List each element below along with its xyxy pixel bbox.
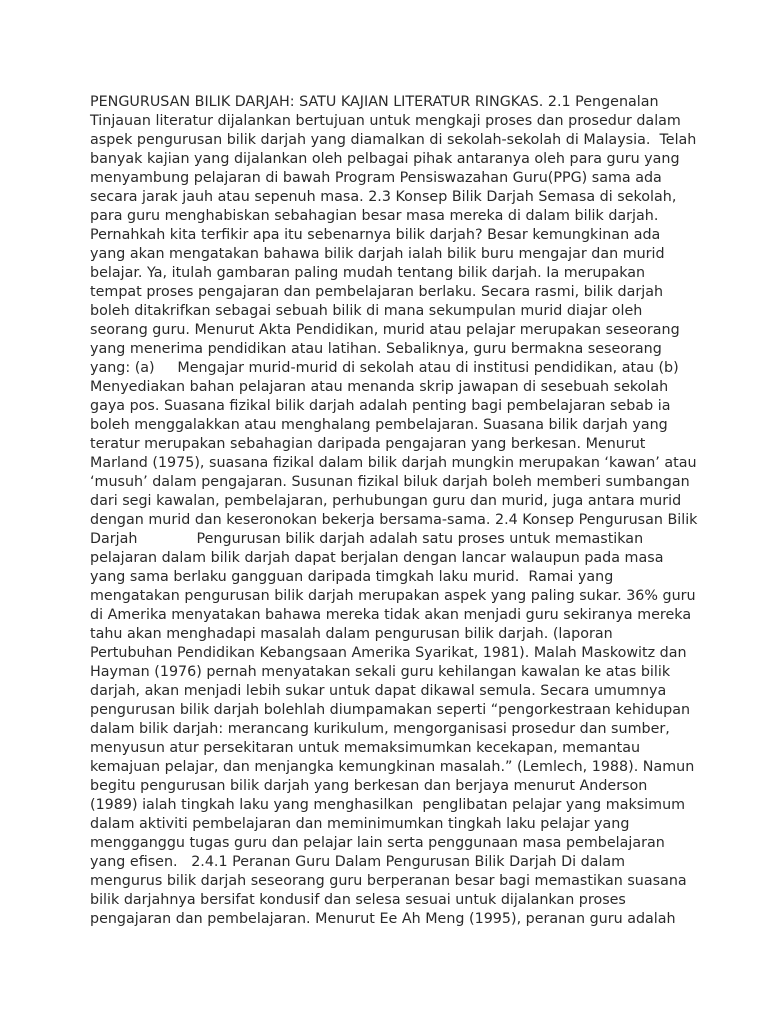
text-line: seorang guru. Menurut Akta Pendidikan, murid atau pelajar merupakan seseorang xyxy=(90,322,680,338)
text-line: yang: (a) Mengajar murid-murid di sekolah atau di institusi pendidikan, atau (b) xyxy=(90,360,679,376)
text-line: begitu pengurusan bilik darjah yang berkesan dan berjaya menurut Anderson xyxy=(90,778,648,794)
text-line: menyambung pelajaran di bawah Program Pensiswazahan Guru(PPG) sama ada xyxy=(90,170,662,186)
text-line: tahu akan menghadapi masalah dalam pengurusan bilik darjah. (laporan xyxy=(90,626,613,642)
text-line: bilik darjahnya bersifat kondusif dan selesa sesuai untuk dijalankan proses xyxy=(90,892,626,908)
text-line: yang sama berlaku gangguan daripada timgkah laku murid. Ramai yang xyxy=(90,569,614,585)
text-line: yang menerima pendidikan atau latihan. Sebaliknya, guru bermakna seseorang xyxy=(90,341,662,357)
text-line: yang efisen. 2.4.1 Peranan Guru Dalam Pengurusan Bilik Darjah Di dalam xyxy=(90,854,626,870)
text-line: boleh ditakrifkan sebagai sebuah bilik di mana sekumpulan murid diajar oleh xyxy=(90,303,643,319)
text-line: menyusun atur persekitaran untuk memaksimumkan kecekapan, memantau xyxy=(90,740,641,756)
text-line: pelajaran dalam bilik darjah dapat berjalan dengan lancar walaupun pada masa xyxy=(90,550,664,566)
text-line: Darjah Pengurusan bilik darjah adalah satu proses untuk memastikan xyxy=(90,531,644,547)
text-line: mengatakan pengurusan bilik darjah merupakan aspek yang paling sukar. 36% guru xyxy=(90,588,696,604)
text-line: dengan murid dan keseronokan bekerja bersama-sama. 2.4 Konsep Pengurusan Bilik xyxy=(90,512,698,528)
text-line: dalam aktiviti pembelajaran dan meminimumkan tingkah laku pelajar yang xyxy=(90,816,630,832)
text-line: mengurus bilik darjah seseorang guru berperanan besar bagi memastikan suasana xyxy=(90,873,687,889)
text-line: Pertubuhan Pendidikan Kebangsaan Amerika Syarikat, 1981). Malah Maskowitz dan xyxy=(90,645,687,661)
text-line: di Amerika menyatakan bahawa mereka tidak akan menjadi guru sekiranya mereka xyxy=(90,607,692,623)
text-line: ‘musuh’ dalam pengajaran. Susunan fizikal biluk darjah boleh memberi sumbangan xyxy=(90,474,690,490)
text-line: Marland (1975), suasana fizikal dalam bilik darjah mungkin merupakan ‘kawan’ atau xyxy=(90,455,697,471)
text-line: kemajuan pelajar, dan menjangka kemungkinan masalah.” (Lemlech, 1988). Namun xyxy=(90,759,695,775)
text-line: gaya pos. Suasana fizikal bilik darjah adalah penting bagi pembelajaran sebab ia xyxy=(90,398,671,414)
text-line: boleh menggalakkan atau menghalang pembelajaran. Suasana bilik darjah yang xyxy=(90,417,668,433)
text-line: yang akan mengatakan bahawa bilik darjah ialah bilik buru mengajar dan murid xyxy=(90,246,665,262)
text-line: darjah, akan menjadi lebih sukar untuk dapat dikawal semula. Secara umumnya xyxy=(90,683,667,699)
text-line: teratur merupakan sebahagian daripada pengajaran yang berkesan. Menurut xyxy=(90,436,646,452)
text-line: pengajaran dan pembelajaran. Menurut Ee Ah Meng (1995), peranan guru adalah xyxy=(90,911,676,927)
document-body xyxy=(90,93,698,929)
text-line: pengurusan bilik darjah bolehlah diumpamakan seperti “pengorkestraan kehidupan xyxy=(90,702,691,718)
text-line: Tinjauan literatur dijalankan bertujuan untuk mengkaji proses dan prosedur dalam xyxy=(90,113,681,129)
text-line: para guru menghabiskan sebahagian besar masa mereka di dalam bilik darjah. xyxy=(90,208,659,224)
text-line: banyak kajian yang dijalankan oleh pelbagai pihak antaranya oleh para guru yang xyxy=(90,151,680,167)
text-line: tempat proses pengajaran dan pembelajaran berlaku. Secara rasmi, bilik darjah xyxy=(90,284,664,300)
text-line: Hayman (1976) pernah menyatakan sekali guru kehilangan kawalan ke atas bilik xyxy=(90,664,671,680)
text-line: PENGURUSAN BILIK DARJAH: SATU KAJIAN LITERATUR RINGKAS. 2.1 Pengenalan xyxy=(90,94,659,110)
text-line: belajar. Ya, itulah gambaran paling mudah tentang bilik darjah. Ia merupakan xyxy=(90,265,646,281)
text-line: dalam bilik darjah: merancang kurikulum, mengorganisasi prosedur dan sumber, xyxy=(90,721,670,737)
text-line: aspek pengurusan bilik darjah yang diamalkan di sekolah-sekolah di Malaysia. Telah xyxy=(90,132,697,148)
text-line: dari segi kawalan, pembelajaran, perhubungan guru dan murid, juga antara murid xyxy=(90,493,682,509)
text-line: mengganggu tugas guru dan pelajar lain serta penggunaan masa pembelajaran xyxy=(90,835,665,851)
text-line: (1989) ialah tingkah laku yang menghasilkan penglibatan pelajar yang maksimum xyxy=(90,797,686,813)
text-line: secara jarak jauh atau sepenuh masa. 2.3 Konsep Bilik Darjah Semasa di sekolah, xyxy=(90,189,677,205)
text-line: Pernahkah kita terfikir apa itu sebenarnya bilik darjah? Besar kemungkinan ada xyxy=(90,227,661,243)
text-line: Menyediakan bahan pelajaran atau menanda skrip jawapan di sesebuah sekolah xyxy=(90,379,669,395)
